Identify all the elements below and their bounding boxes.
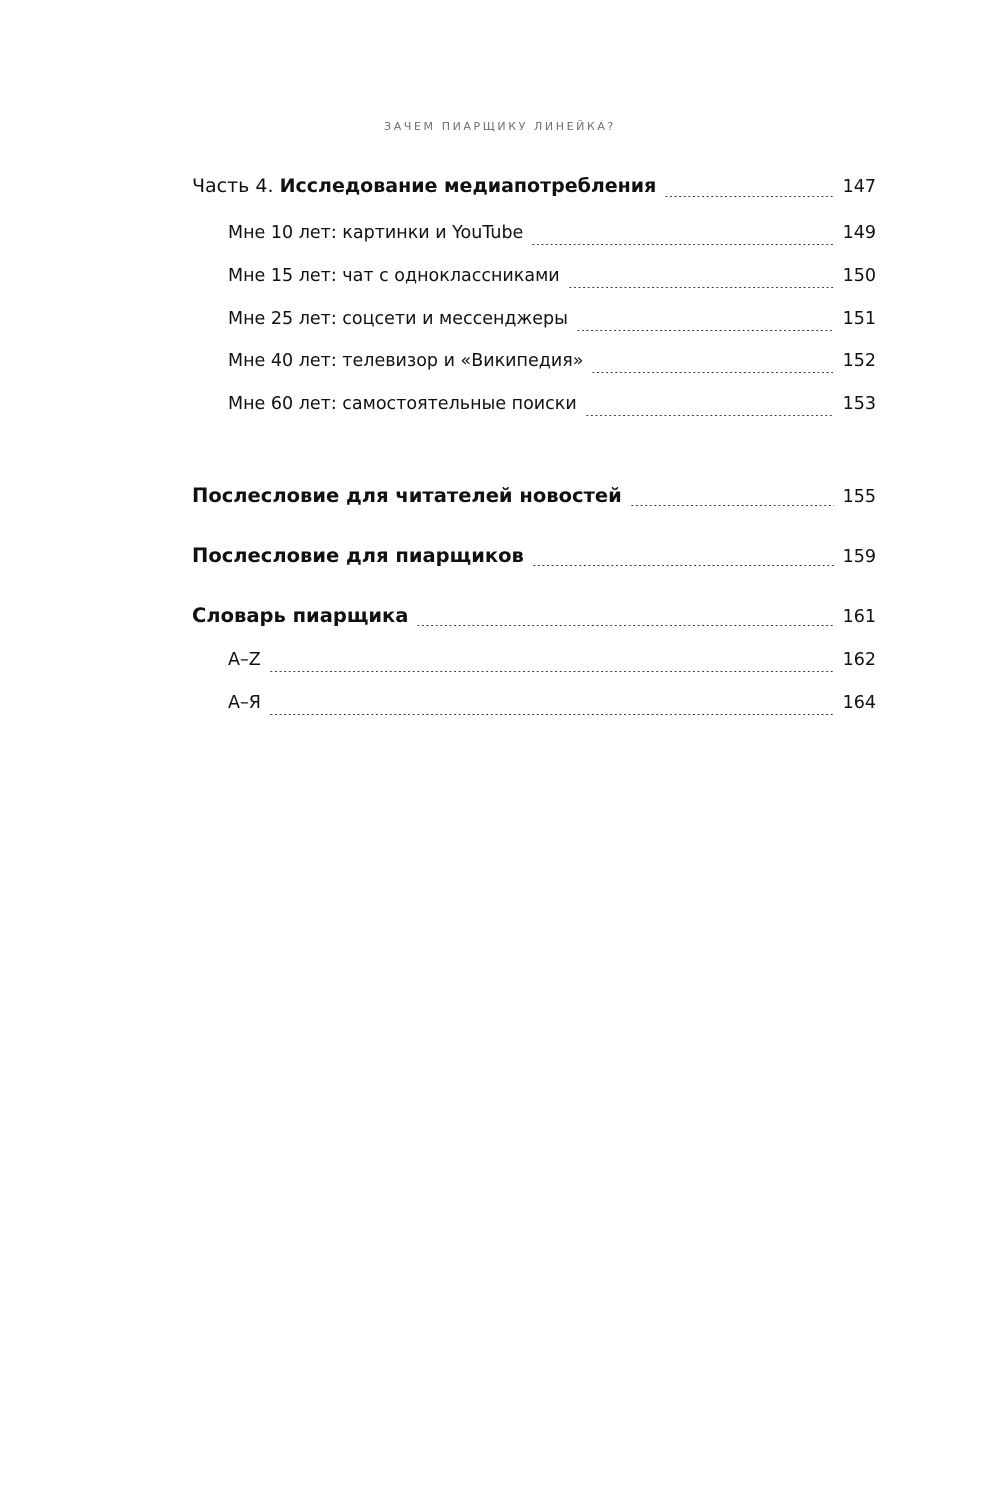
toc-entry-title: Мне 15 лет: чат с одноклассниками [228,266,560,286]
toc-entry-title [192,175,664,197]
running-header: ЗАЧЕМ ПИАРЩИКУ ЛИНЕЙКА? [384,120,616,133]
dot-leader [531,244,834,245]
dot-leader [269,671,834,672]
toc-entry-subsection[interactable] [192,650,876,680]
toc-page-number: 155 [842,487,876,507]
dot-leader [630,505,834,506]
toc-entry-title: Мне 25 лет: соцсети и мессенджеры [228,309,568,329]
dot-leader [591,372,834,373]
toc-page-number: 150 [842,266,876,286]
toc-entry-subsection[interactable] [192,693,876,723]
toc-entry-subsection[interactable] [192,266,876,296]
toc-entry-title: Мне 10 лет: картинки и YouTube [228,223,524,243]
toc-page-number: 149 [842,223,876,243]
toc-entry-title: Словарь пиарщика [192,604,409,627]
toc-entry-glossary[interactable] [192,604,876,634]
dot-leader [576,330,834,331]
toc-entry-afterword-pr[interactable] [192,544,876,574]
dot-leader [585,415,834,416]
toc-entry-subsection[interactable] [192,351,876,381]
part-prefix: Часть 4. [192,175,274,197]
toc-entry-title: Мне 60 лет: самостоятельные поиски [228,394,577,414]
toc-entry-subsection[interactable] [192,309,876,339]
toc-page-number: 147 [842,177,876,197]
toc-entry-afterword-readers[interactable] [192,484,876,514]
dot-leader [416,625,834,626]
toc-entry-subsection[interactable] [192,394,876,424]
toc-entry-title: Мне 40 лет: телевизор и «Википедия» [228,351,584,371]
toc-entry-part-4[interactable] [192,175,876,205]
dot-leader [269,714,834,715]
toc-page-number: 151 [842,309,876,329]
toc-page-number: 164 [842,693,876,713]
toc-page-number: 162 [842,650,876,670]
dot-leader [568,287,834,288]
toc-entry-title: Послесловие для пиарщиков [192,544,524,567]
toc-page-number: 161 [842,607,876,627]
dot-leader [532,565,834,566]
toc-page-number: 152 [842,351,876,371]
part-title: Исследование медиапотребления [279,175,657,197]
toc-entry-title: А–Я [228,693,261,713]
toc-entry-title: Послесловие для читателей новостей [192,484,622,507]
toc-page-number: 153 [842,394,876,414]
toc-entry-title: A–Z [228,650,261,670]
dot-leader [664,196,834,197]
toc-entry-subsection[interactable] [192,223,876,253]
toc-page-number: 159 [842,547,876,567]
